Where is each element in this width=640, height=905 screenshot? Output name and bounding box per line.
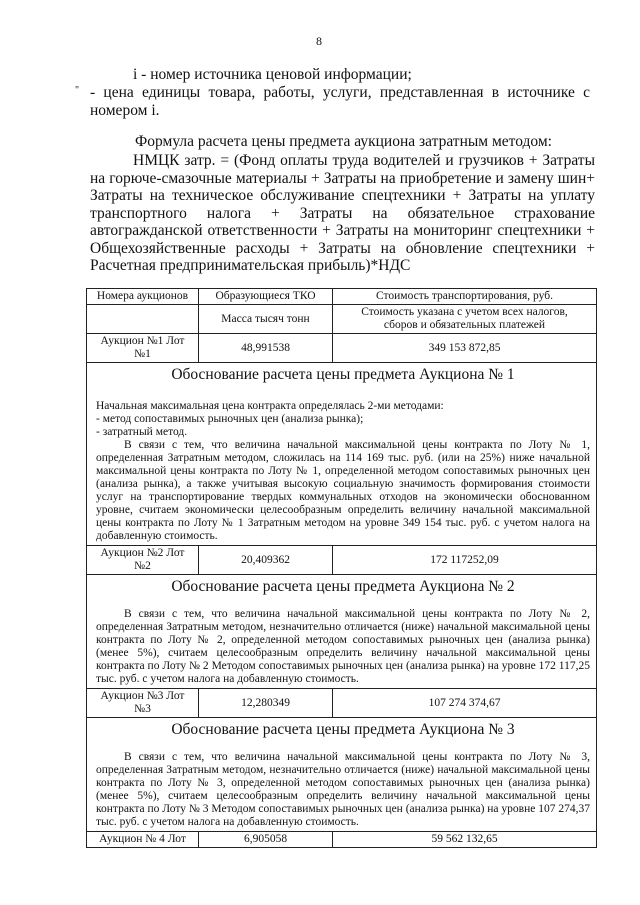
justification-row <box>87 363 597 546</box>
justification-title: Обоснование расчета цены предмета Аукциона № 3 <box>171 721 515 738</box>
justification-title: Обоснование расчета цены предмета Аукциона № 2 <box>171 578 515 595</box>
justification-body <box>96 608 590 686</box>
header-auction-numbers: Номера аукционов <box>87 289 199 305</box>
auction-name-line1: Аукцион №2 Лот <box>100 547 185 559</box>
auction-name <box>87 334 199 363</box>
justification-paragraph: Начальная максимальная цена контракта определялась 2-ми методами: <box>96 400 444 412</box>
auction-name-line2: №3 <box>134 703 151 715</box>
page-number: 8 <box>316 34 322 48</box>
table-subheader-row <box>87 305 597 334</box>
source-index-definition: i - номер источника ценовой информации; <box>133 66 412 83</box>
justification-title: Обоснование расчета цены предмета Аукциона № 1 <box>171 366 515 383</box>
table-row <box>87 689 597 718</box>
header-transport-cost: Стоимость транспортирования, руб. <box>333 289 597 305</box>
subheader-empty <box>87 305 199 334</box>
auction-mass: 12,280349 <box>199 689 333 718</box>
auction-name: Аукцион № 4 Лот <box>87 832 199 848</box>
formula-title: Формула расчета цены предмета аукциона затратным методом: <box>135 133 552 150</box>
justification-cell <box>87 575 597 689</box>
justification-paragraph: - метод сопоставимых рыночных цен (анализа рынка); <box>96 413 364 425</box>
table-header-row <box>87 289 597 305</box>
subheader-cost-note <box>333 305 597 334</box>
justification-cell <box>87 718 597 832</box>
auction-name-line1: Аукцион №3 Лот <box>100 690 185 702</box>
auction-name-line2: №2 <box>134 560 151 572</box>
formula-body: НМЦК затр. = (Фонд оплаты труда водителей и грузчиков + Затраты на горюче-смазочные материалы + Затраты на приобретение и замену шин+ Затраты на техническое обслуживание спецтехники + Затраты на уплату транспортного налога + Затраты на обязательное страхование автогражданской ответственности + Затраты на мониторинг спецтехники + Общехозяйственные расходы + Затраты на обновление спецтехники + Расчетная предпринимательская прибыль)*НДС <box>90 152 595 274</box>
auction-name <box>87 689 199 718</box>
margin-mark: " <box>75 85 80 96</box>
auction-mass: 6,905058 <box>199 832 333 848</box>
auction-table <box>86 288 597 848</box>
justification-cell <box>87 363 597 546</box>
auction-cost: 349 153 872,85 <box>333 334 597 363</box>
table-row <box>87 334 597 363</box>
table-row <box>87 832 597 848</box>
auction-cost: 107 274 374,67 <box>333 689 597 718</box>
justification-paragraph: В связи с тем, что величина начальной максимальной цены контракта по Лоту № 3, определенная Затратным методом, незначительно отличается (ниже) начальной максимальной цены контракта по Лоту № 3, определенной методом сопоставимых рыночных цен (анализа рынка) (менее 5%), считаем целесообразным определить величину начальной максимальной цены контракта по Лоту № 3 Методом сопоставимых рыночных цен (анализа рынка) на уровне 107 274,37 тыс. руб. с учетом налога на добавленную стоимость. <box>96 751 590 828</box>
subheader-cost-note-line1: Стоимость указана с учетом всех налогов, <box>361 306 568 318</box>
subheader-cost-note-line2: сборов и обязательных платежей <box>383 319 546 331</box>
header-tko: Образующиеся ТКО <box>199 289 333 305</box>
auction-name-line2: №1 <box>134 348 151 360</box>
auction-cost: 59 562 132,65 <box>333 832 597 848</box>
justification-paragraph: В связи с тем, что величина начальной максимальной цены контракта по Лоту № 1, определенная Затратным методом, сложилась на 114 169 тыс. руб. (или на 25%) ниже начальной максимальной цены контракта по Лоту № 1, определенной методом сопоставимых рыночных цен (анализа рынка), а также учитывая высокую социальную значимость формирования стоимости услуг на транспортирование твердых коммунальных отходов на экономически обоснованном уровне, считаем экономически целесообразным определить величину начальной максимальной цены контракта по Лоту № 1 Затратным методом на уровне 349 154 тыс. руб. с учетом налога на добавленную стоимость. <box>96 439 590 542</box>
auction-name <box>87 546 199 575</box>
justification-body <box>96 751 590 829</box>
auction-mass: 20,409362 <box>199 546 333 575</box>
justification-row <box>87 575 597 689</box>
price-definition: - цена единицы товара, работы, услуги, представленная в источнике с номером i. <box>90 84 590 119</box>
justification-paragraph: В связи с тем, что величина начальной максимальной цены контракта по Лоту № 2, определенная Затратным методом, незначительно отличается (ниже) начальной максимальной цены контракта по Лоту № 2, определенной методом сопоставимых рыночных цен (анализа рынка) (менее 5%), считаем целесообразным определить величину начальной максимальной цены контракта по Лоту № 2 Методом сопоставимых рыночных цен (анализа рынка) на уровне 172 117,25 тыс. руб. с учетом налога на добавленную стоимость. <box>96 608 590 685</box>
justification-paragraph: - затратный метод. <box>96 426 188 438</box>
auction-name-line1: Аукцион №1 Лот <box>100 335 185 347</box>
justification-row <box>87 718 597 832</box>
subheader-mass: Масса тысяч тонн <box>199 305 333 334</box>
table-row <box>87 546 597 575</box>
auction-cost: 172 117252,09 <box>333 546 597 575</box>
justification-body <box>96 400 590 543</box>
auction-mass: 48,991538 <box>199 334 333 363</box>
